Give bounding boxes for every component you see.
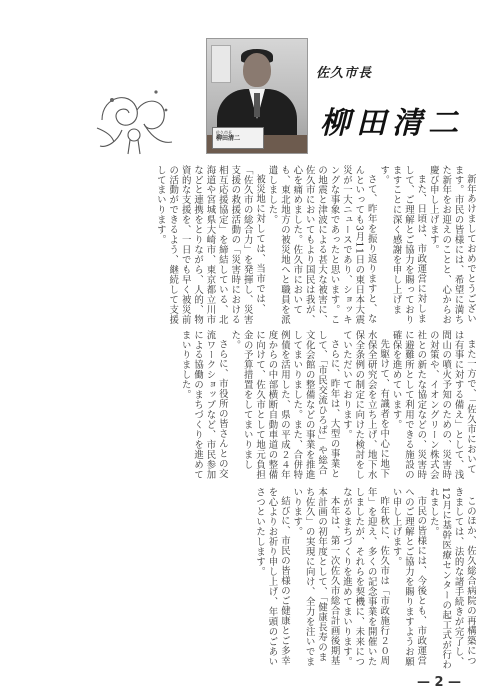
- paragraph: さて、昨年を振り返りますと、なんといっても3月11日の東日本大震災が一大ニュースであり、ショッキングな事象であったと思います。この地震と津波による甚大な被害に、佐久市においてもより国民は我が、心を痛めました。佐久市においても、東北地方の被災地へと職員を派遣しました。: [266, 165, 377, 325]
- paragraph: 結びに、市民の皆様のご健康とご多幸を心よりお祈り申し上げ、年頭のごあいさつといたします。: [254, 487, 290, 667]
- paragraph: 本年は、第一次佐久市総合計画後期基本計画の初年度として、「健康長寿のまち佐久」の実現に向け、全力を注いでまいります。: [291, 487, 340, 667]
- paragraph: 市民の皆様には、今後とも、市政運営へのご理解とご協力を賜りますようお願い申し上げます。: [390, 487, 427, 667]
- decorative-ornament: [92, 80, 176, 160]
- nameplate-name: 柳田清二: [216, 135, 241, 142]
- text-block-top: [18, 165, 476, 325]
- page-number: — 2 —: [416, 675, 462, 690]
- paragraph: さらに、市役所の皆さんとの交流ワークショップなど、市民参加による協働のまちづくりを進めてまいりました。: [179, 330, 228, 480]
- nameplate: [212, 127, 264, 149]
- paragraph: 先駆けて、有識者を中心に地下水保全研究会を立ち上げ、地下水保全条例の制定に向けた検討をしていただいております。: [340, 330, 390, 480]
- nameplate-role: 佐久市長: [216, 130, 232, 135]
- text-block-middle: [18, 330, 476, 480]
- paragraph: 新年あけましておめでとうございます。市民の皆様には、希望に満ちた新年をお迎えのことと、心からお慶び申し上げます。: [427, 165, 476, 325]
- title-name: 柳田清二: [320, 106, 464, 141]
- title-role: 佐久市長: [316, 66, 373, 81]
- paragraph: 昨年秋に、佐久市は「市政施行２０周年」を迎え、多くの記念事業を開催いたしましたが、それらを契機に、未来につながるまちづくりを進めてまいります。: [340, 487, 390, 667]
- paragraph: また一方で、「佐久市においては有事に対する備え」として、浅間山の噴火予知のための、災害時の対策や、イオングリーン株式会社との新たな協定などの、災害時に避難所として利用できる施設の確保を進めています。: [390, 330, 476, 480]
- paragraph: さらに、昨年は、大型の事業として、「市民交流ひろば」や総合文化会館の整備などの事業を推進してまいりました。また、合併特例債を活用した、県の平成２４年度からの中部横断自動車道の整備に向けて、佐久市として地元負担金の予算措置をしてまいりました。: [229, 330, 340, 480]
- paragraph: また、日頃は、市政運営に対しまして、ご理解とご協力を賜っておりますことに深く感謝を申し上げます。: [378, 165, 427, 325]
- paragraph: 被災地に対しては、当市では、「佐久市の総合力」を発揮し、災害支援の救援活動の「災害時における相互応援協定」を締結している、北海道や宮城県大崎市、東京都立川市などと連携をとりながら、人的、物資的な支援を、一日でも早く被災前の活動ができるよう、継続して支援してまいります。: [154, 165, 266, 325]
- text-block-bottom: [18, 487, 476, 672]
- paragraph: このほか、佐久総合病院の再構築につきましては、法的な諸手続きが完了し、12月に基幹医療センターの起工式が行われました。: [427, 487, 476, 670]
